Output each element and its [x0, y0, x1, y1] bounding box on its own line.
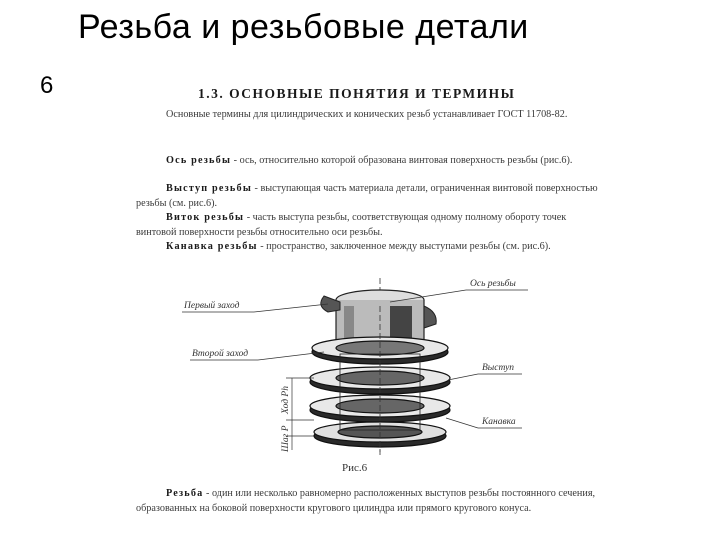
term-label: Резьба: [166, 488, 204, 499]
term-text: - один или несколько равномерно расположенных выступов резьбы постоянного сечения, образованных на боковой поверхности кругового цилиндра или прямого кругового конуса.: [136, 488, 596, 514]
label-axis: Ось резьбы: [470, 279, 516, 289]
slide-number: 6: [40, 72, 54, 99]
term-text: - часть выступа резьбы, соответствующая одному полному обороту точек винтовой поверхности резьбы относительно оси резьбы.: [136, 212, 567, 238]
thread-start-second: [424, 306, 436, 328]
label-lead: Ход Ph: [281, 386, 291, 414]
term-label: Выступ резьбы: [166, 183, 252, 194]
definition-thread: [136, 487, 602, 516]
intro-paragraph: Основные термины для цилиндрических и конических резьб устанавливает ГОСТ 11708-82.: [166, 109, 568, 120]
figure-caption: Рис.6: [342, 462, 368, 474]
thread-figure: [128, 276, 606, 486]
definition-thread-turn: [136, 211, 602, 240]
definition-thread-axis: [136, 154, 602, 169]
label-ridge: Выступ: [482, 363, 515, 373]
definition-thread-ridge: [136, 182, 602, 211]
label-second-start: Второй заход: [192, 349, 249, 359]
section-heading: 1.3. ОСНОВНЫЕ ПОНЯТИЯ И ТЕРМИНЫ: [198, 86, 516, 101]
term-text: - выступающая часть материала детали, ограниченная винтовой поверхностью резьбы (см. рис.6).: [136, 183, 598, 209]
term-text: - пространство, заключенное между выступами резьбы (см. рис.6).: [257, 241, 551, 252]
term-label: Канавка резьбы: [166, 241, 258, 252]
term-text: - ось, относительно которой образована винтовая поверхность резьбы (рис.6).: [231, 155, 573, 166]
term-label: Ось резьбы: [166, 155, 232, 166]
term-label: Виток резьбы: [166, 212, 245, 223]
thread-ridge-1: [312, 337, 448, 364]
label-first-start: Первый заход: [184, 301, 240, 311]
scanned-page: [128, 78, 606, 540]
label-pitch: Шаг P: [281, 425, 291, 452]
definition-thread-groove: [136, 240, 602, 255]
label-groove: Канавка: [482, 417, 516, 427]
slide-title: Резьба и резьбовые детали: [78, 8, 529, 46]
